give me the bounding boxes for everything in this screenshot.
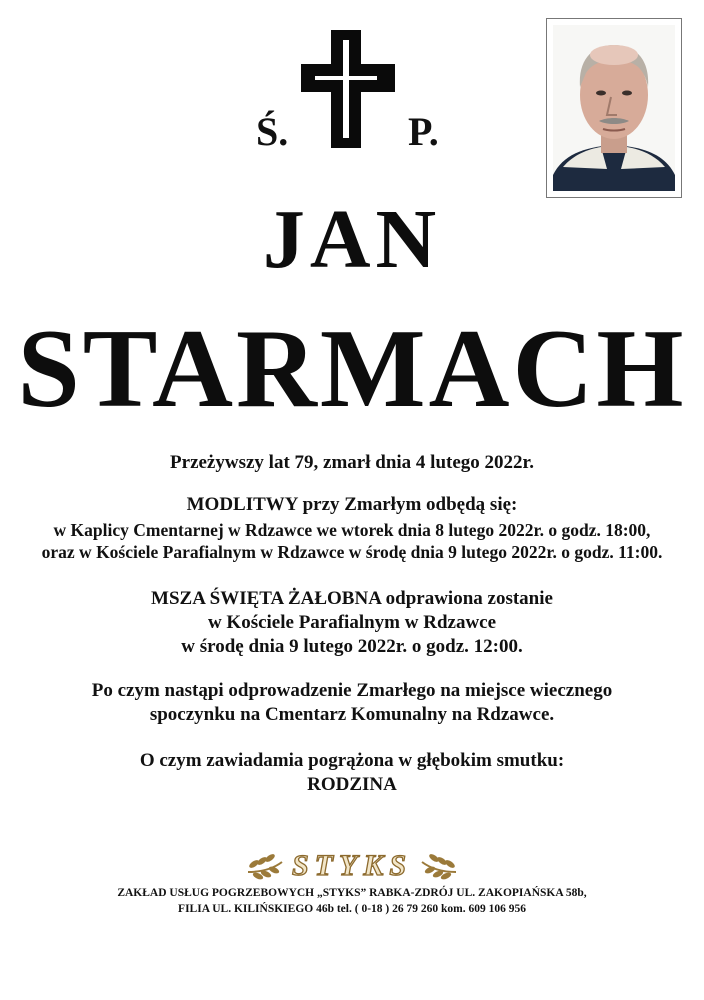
footer-line-1: ZAKŁAD USŁUG POGRZEBOWYCH „STYKS” RABKA-ZDRÓJ UL. ZAKOPIAŃSKA 58b,: [117, 887, 587, 899]
p-label: P.: [408, 109, 439, 154]
family-signature: RODZINA: [307, 774, 397, 795]
first-name: JAN: [262, 193, 442, 286]
portrait-photo: [546, 18, 682, 198]
portrait-image: [553, 25, 675, 191]
prayers-line-2: oraz w Kościele Parafialnym w Rdzawce w środę dnia 9 lutego 2022r. o godz. 11:00.: [41, 542, 663, 562]
prayers-heading: MODLITWY przy Zmarłym odbędą się:: [186, 494, 518, 515]
footer-line-2: FILIA UL. KILIŃSKIEGO 46b tel. ( 0-18 ) 26 79 260 kom. 609 106 956: [178, 903, 526, 915]
mass-line-2: w Kościele Parafialnym w Rdzawce: [207, 612, 497, 633]
closing-line-1: O czym zawiadamia pogrążona w głębokim smutku:: [139, 750, 565, 771]
last-name: STARMACH: [17, 307, 687, 431]
s-label: Ś.: [256, 109, 289, 154]
mass-line-3: w środę dnia 9 lutego 2022r. o godz. 12:00.: [181, 636, 523, 657]
logo-text: STYKS: [291, 849, 413, 882]
burial-line-2: spoczynku na Cmentarz Komunalny na Rdzawce.: [149, 704, 555, 725]
styks-logo: [240, 838, 464, 888]
intro-text: Przeżywszy lat 79, zmarł dnia 4 lutego 2022r.: [170, 452, 534, 473]
cross-icon: [301, 30, 397, 148]
prayers-line-1: w Kaplicy Cmentarnej w Rdzawce we wtorek dnia 8 lutego 2022r. o godz. 18:00,: [53, 520, 651, 540]
mass-line-1: MSZA ŚWIĘTA ŻAŁOBNA odprawiona zostanie: [151, 588, 553, 609]
burial-line-1: Po czym nastąpi odprowadzenie Zmarłego na miejsce wiecznego: [91, 680, 613, 701]
